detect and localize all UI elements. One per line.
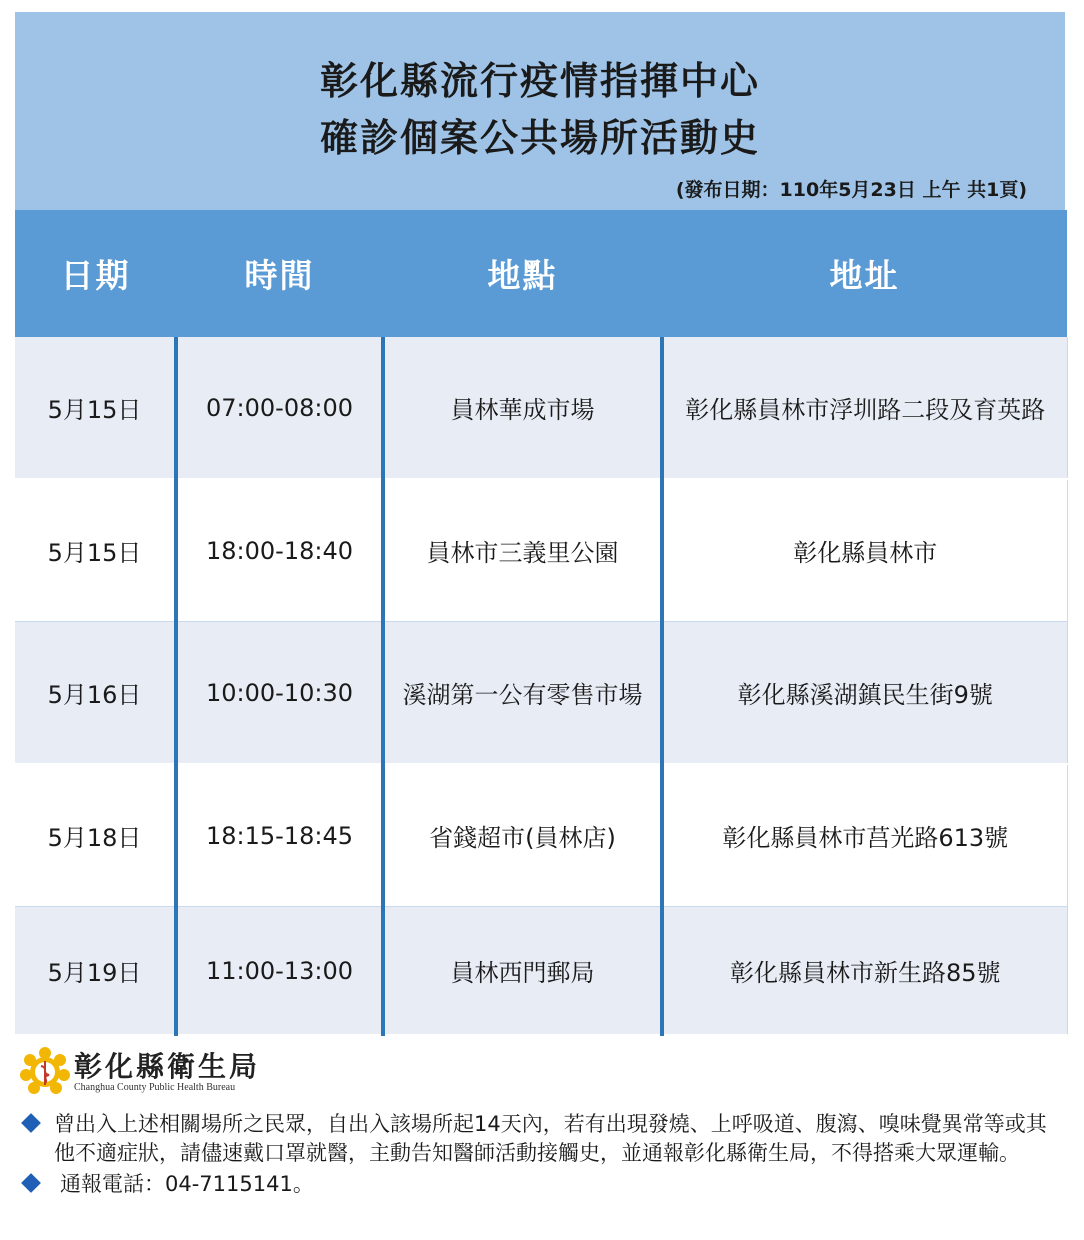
- note-text: 通報電話：04-7115141。: [60, 1172, 314, 1196]
- cell-address: 彰化縣員林市莒光路613號: [662, 764, 1067, 907]
- health-bureau-logo: [20, 1045, 260, 1101]
- cell-date: 5月19日: [15, 907, 176, 1036]
- logo-name-en: Changhua County Public Health Bureau: [74, 1082, 236, 1093]
- cell-date: 5月18日: [15, 764, 176, 907]
- note-item: [20, 1170, 1060, 1199]
- column-header-time: 時間: [176, 210, 383, 337]
- table-row: [15, 622, 1067, 765]
- cell-address: 彰化縣員林市浮圳路二段及育英路: [662, 337, 1067, 479]
- cell-time: 07:00-08:00: [176, 337, 383, 479]
- diamond-bullet-icon: [21, 1173, 41, 1193]
- cell-date: 5月15日: [15, 479, 176, 622]
- note-item: [20, 1110, 1060, 1168]
- cell-address: 彰化縣員林市新生路85號: [662, 907, 1067, 1036]
- diamond-bullet-icon: [21, 1113, 41, 1133]
- table-row: [15, 907, 1067, 1036]
- column-header-address: 地址: [662, 210, 1067, 337]
- cell-date: 5月15日: [15, 337, 176, 479]
- table-header-row: [15, 210, 1067, 337]
- notice-header: [15, 12, 1065, 210]
- release-date: (發布日期：110年5月23日 上午 共1頁): [675, 179, 1027, 201]
- logo-name: 彰化縣衛生局: [74, 1050, 261, 1083]
- cell-place: 省錢超市(員林店): [383, 764, 662, 907]
- cell-place: 員林市三義里公園: [383, 479, 662, 622]
- cell-time: 18:00-18:40: [176, 479, 383, 622]
- title-line-1: 彰化縣流行疫情指揮中心: [319, 59, 760, 103]
- cell-place: 員林華成市場: [383, 337, 662, 479]
- title-line-2: 確診個案公共場所活動史: [319, 116, 760, 160]
- cell-place: 員林西門郵局: [383, 907, 662, 1036]
- column-header-place: 地點: [383, 210, 662, 337]
- activity-table: [15, 210, 1068, 1036]
- table-row: [15, 479, 1067, 622]
- cell-address: 彰化縣溪湖鎮民生街9號: [662, 622, 1067, 765]
- cell-time: 10:00-10:30: [176, 622, 383, 765]
- cell-time: 18:15-18:45: [176, 764, 383, 907]
- health-bureau-emblem-icon: [20, 1045, 70, 1097]
- table-row: [15, 337, 1067, 479]
- cell-place: 溪湖第一公有零售市場: [383, 622, 662, 765]
- table-row: [15, 764, 1067, 907]
- cell-date: 5月16日: [15, 622, 176, 765]
- notes-section: [20, 1110, 1060, 1199]
- cell-address: 彰化縣員林市: [662, 479, 1067, 622]
- note-text: 曾出入上述相關場所之民眾，自出入該場所起14天內，若有出現發燒、上呼吸道、腹瀉、嗅味覺異常等或其他不適症狀，請儘速戴口罩就醫，主動告知醫師活動接觸史，並通報彰化縣衛生局，不得搭乘大眾運輸。: [54, 1112, 1047, 1165]
- cell-time: 11:00-13:00: [176, 907, 383, 1036]
- column-header-date: 日期: [15, 210, 176, 337]
